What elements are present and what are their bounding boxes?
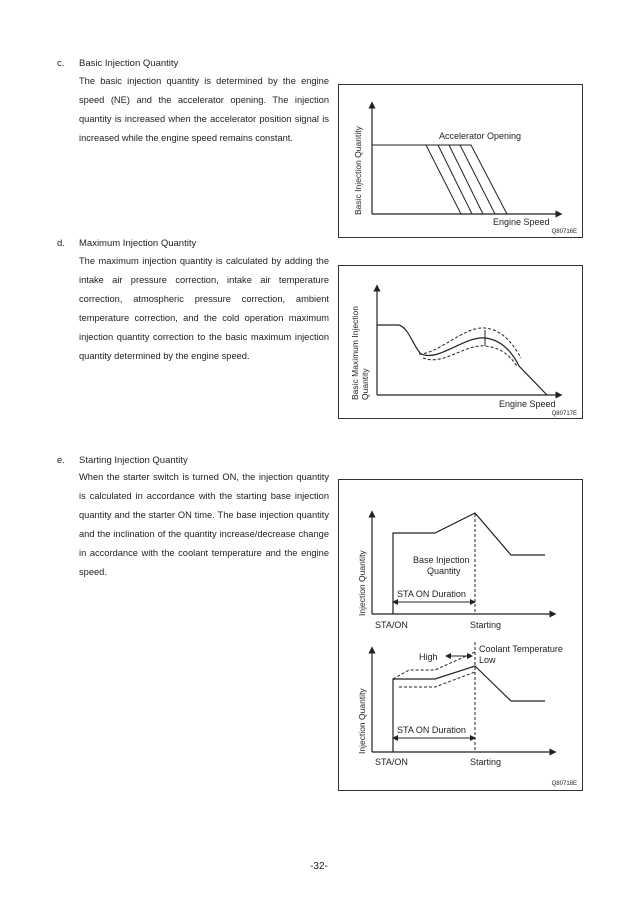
section-e-body: When the starter switch is turned ON, the injection quantity is calculated in accordance with the starting base injection quantity and the starter ON time. The base injection quantity and the inclination of the quantity increase/decrease change in accordance with the coolant temperature and the engine speed. — [79, 472, 329, 577]
figure-maximum-injection — [338, 265, 583, 419]
x-axis-label: Engine Speed — [493, 217, 550, 227]
top-x-left-label: STA/ON — [375, 620, 408, 630]
bottom-x-left-label: STA/ON — [375, 757, 408, 767]
section-e-title: Starting Injection Quantity — [79, 455, 188, 466]
accelerator-opening-label: Accelerator Opening — [439, 131, 522, 141]
section-e-letter: e. — [57, 455, 65, 466]
x-axis-label: Engine Speed — [499, 399, 556, 409]
page-number: -32- — [310, 861, 328, 872]
bottom-x-right-label: Starting — [470, 757, 502, 767]
bottom-y-axis-label: Injection Quantity — [357, 688, 367, 754]
top-chart — [357, 513, 553, 630]
low-label: Low — [479, 655, 496, 665]
figure-starting-injection — [338, 479, 583, 791]
bottom-duration-label: STA ON Duration — [397, 725, 466, 735]
figure-code: Q80716E — [551, 229, 577, 235]
top-duration-label: STA ON Duration — [397, 589, 466, 599]
coolant-temperature-label: Coolant Temperature — [479, 644, 563, 654]
y-axis-label-line2: Quantity — [360, 368, 370, 400]
high-label: High — [419, 652, 438, 662]
top-y-axis-label: Injection Quantity — [357, 550, 367, 616]
correction-lower-curve — [423, 346, 517, 366]
accelerator-curves — [372, 145, 507, 214]
top-x-right-label: Starting — [470, 620, 502, 630]
section-d-letter: d. — [57, 238, 65, 249]
base-injection-label-line2: Quantity — [427, 566, 461, 576]
y-axis-label: Basic Injection Quantity — [353, 126, 363, 215]
base-injection-label-line1: Base Injection — [413, 555, 470, 565]
figure-code: Q80718E — [551, 781, 577, 787]
y-axis-label-line1: Basic Maximum Injection — [350, 305, 360, 400]
section-c-letter: c. — [57, 58, 65, 69]
basic-max-curve — [377, 325, 547, 395]
bottom-chart — [357, 642, 563, 767]
section-d-body: The maximum injection quantity is calculated by adding the intake air pressure correction, intake air temperature correction, atmospheric pressure correction, ambient temperature correction, and the cold operation maximum injection quantity correction to the basic maximum injection quantity determined by the engine speed. — [79, 256, 329, 361]
section-c-title: Basic Injection Quantity — [79, 58, 179, 69]
figure-basic-injection — [338, 84, 583, 238]
section-d-title: Maximum Injection Quantity — [79, 238, 197, 249]
section-c-body: The basic injection quantity is determined by the engine speed (NE) and the accelerator opening. The injection quantity is increased when the accelerator position signal is increased while the engine speed remains constant. — [79, 76, 329, 143]
figure-code: Q80717E — [551, 411, 577, 417]
